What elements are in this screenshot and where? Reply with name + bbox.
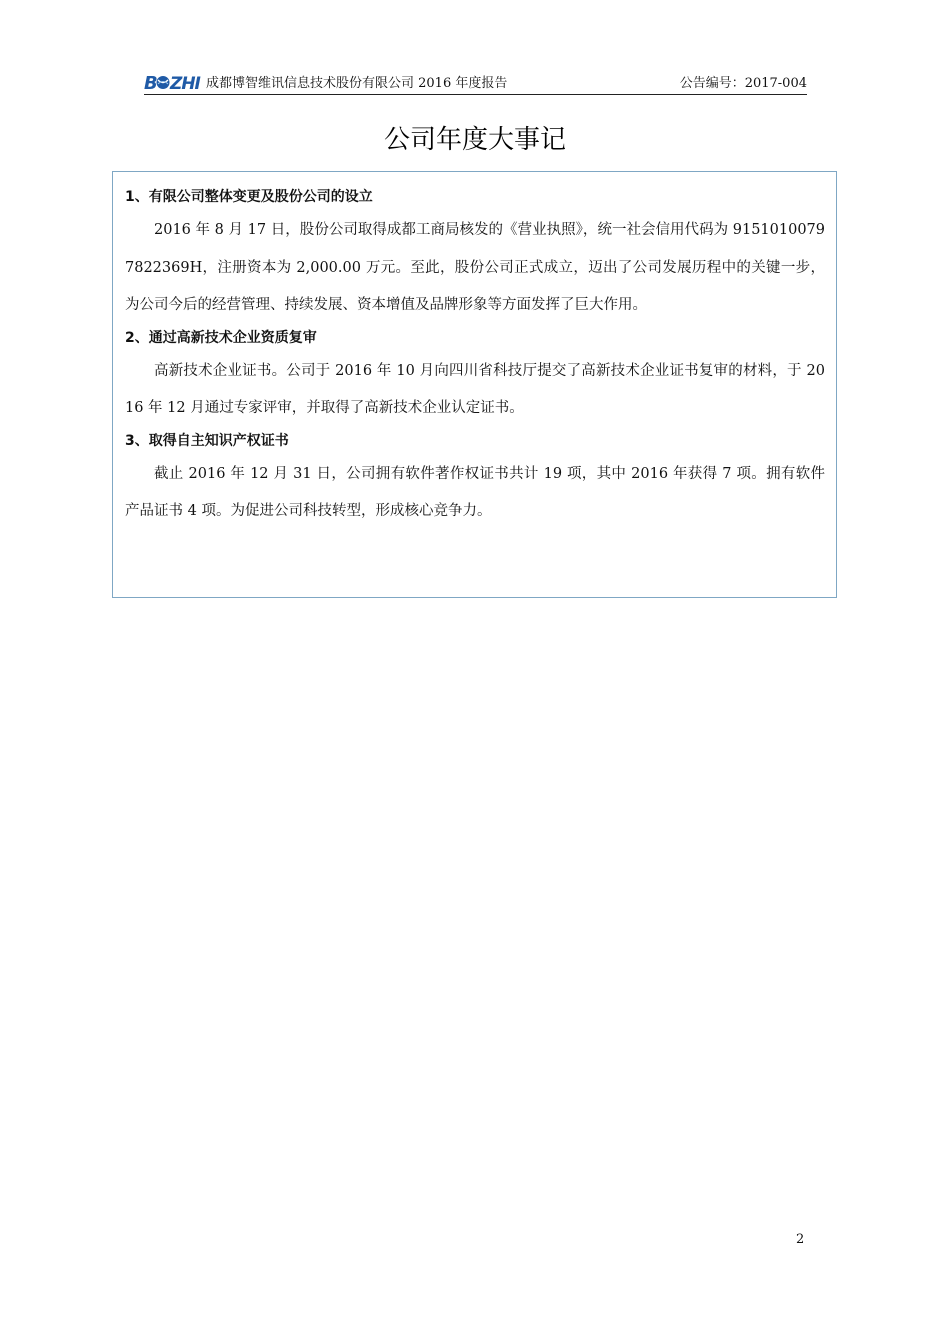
section-heading: 2、通过高新技术企业资质复审 xyxy=(125,329,317,346)
page-title: 公司年度大事记 xyxy=(383,125,566,155)
header-title: 成都博智维讯信息技术股份有限公司 2016 年度报告 xyxy=(206,76,508,91)
page-number: 2 xyxy=(796,1232,805,1247)
section-body: 高新技术企业证书。公司于 2016 年 10 月向四川省科技厅提交了高新技术企业证书复审的材料，于 2016 年 12 月通过专家评审，并取得了高新技术企业认定证书。 xyxy=(125,362,825,416)
page-header xyxy=(144,68,807,95)
section-1 xyxy=(125,186,825,325)
bozhi-logo xyxy=(144,72,204,92)
section-3 xyxy=(125,430,825,531)
section-heading: 1、有限公司整体变更及股份公司的设立 xyxy=(125,189,373,205)
section-heading: 3、取得自主知识产权证书 xyxy=(125,432,289,449)
section-2 xyxy=(125,327,825,428)
announcement-number: 公告编号：2017-004 xyxy=(679,76,807,91)
header-left xyxy=(144,72,507,92)
section-body: 2016 年 8 月 17 日，股份公司取得成都工商局核发的《营业执照》，统一社会信用代码为 91510100797822369H，注册资本为 2,000.00 万元。至此，股份公司正式成立，迈出了公司发展历程中的关键一步，为公司今后的经营管理、持续发展、资本增值及品牌形象等方面发挥了巨大作用。 xyxy=(125,222,825,313)
svg-text:B: B xyxy=(144,73,157,92)
svg-text:ZHI: ZHI xyxy=(170,74,200,92)
events-box xyxy=(112,171,837,598)
section-body: 截止 2016 年 12 月 31 日，公司拥有软件著作权证书共计 19 项，其中 2016 年获得 7 项。拥有软件产品证书 4 项。为促进公司科技转型，形成核心竞争力。 xyxy=(125,465,825,519)
